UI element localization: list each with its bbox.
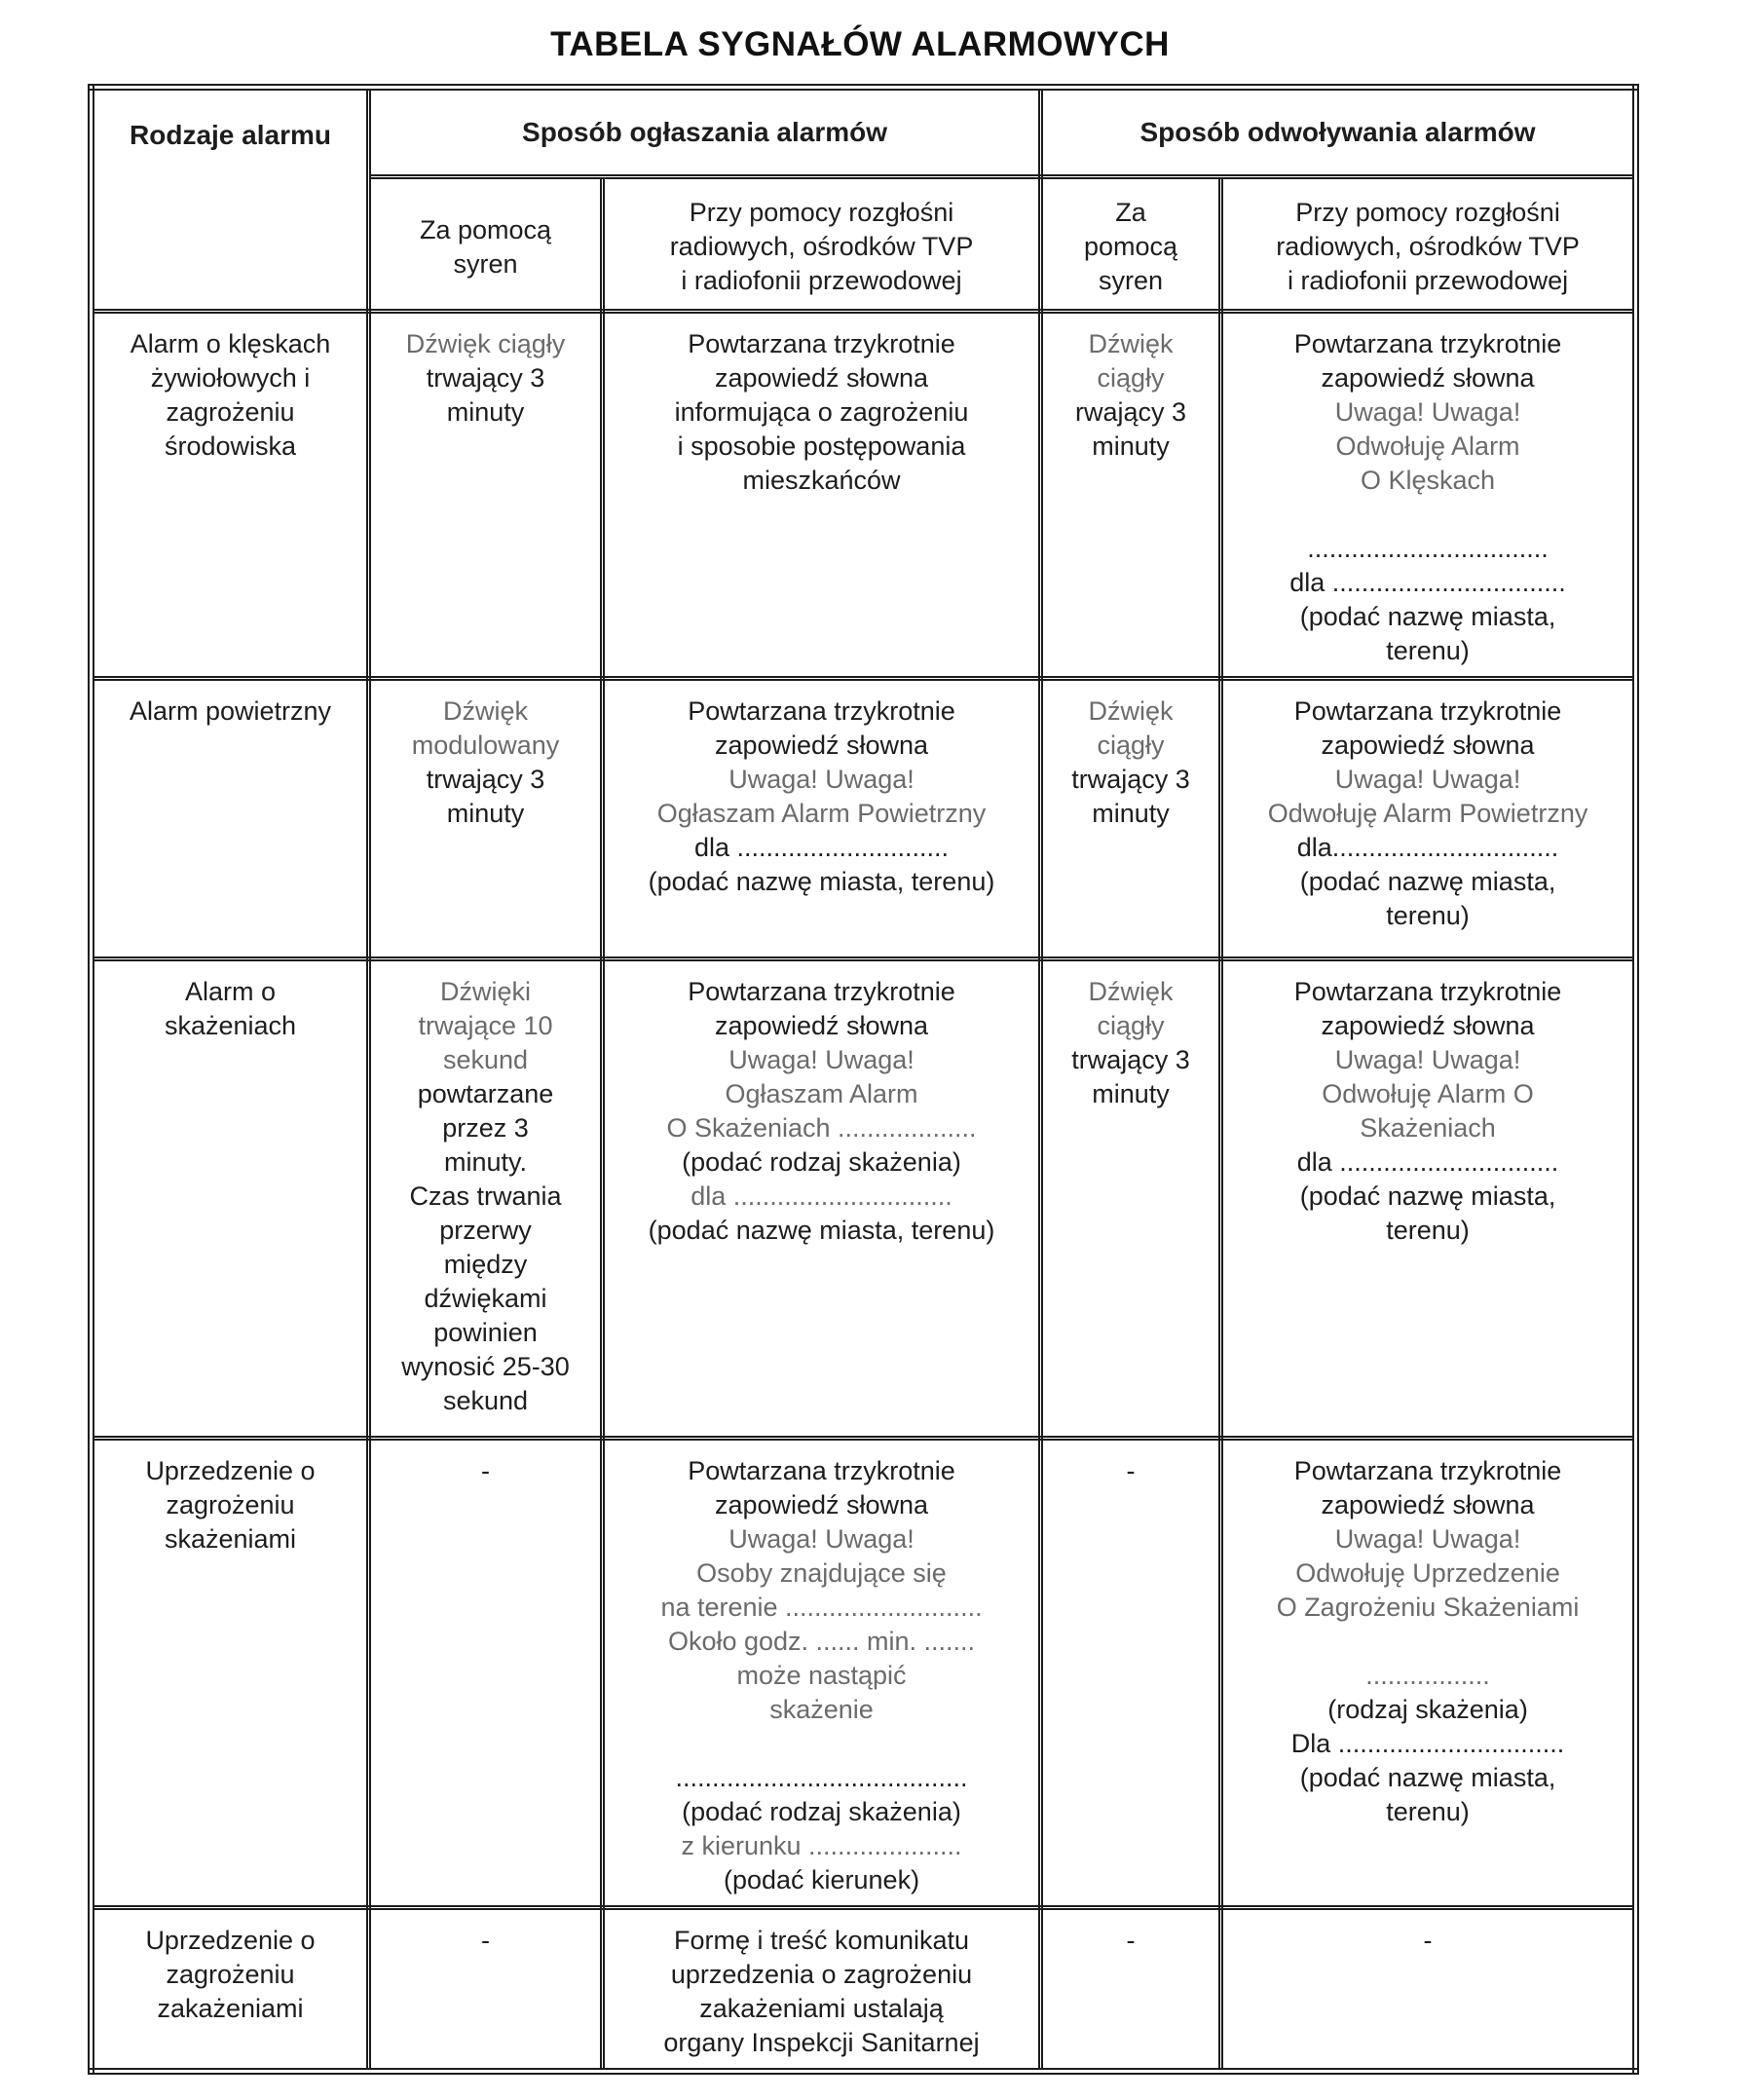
cell-announce-media: [603, 312, 1041, 679]
cell-line: zakażeniami ustalają: [699, 1994, 944, 2023]
cell-line: zagrożeniu: [166, 1490, 295, 1519]
cell-line: Uwaga! Uwaga!: [728, 1045, 915, 1074]
cell-line: Za pomocą: [419, 214, 552, 244]
cell-line: (podać rodzaj skażenia): [682, 1797, 961, 1826]
header-announce-siren: [369, 177, 603, 312]
cell-line: powtarzane: [417, 1079, 554, 1108]
cell-line: O Skażeniach ...................: [666, 1113, 977, 1143]
cell-line: dla ..............................: [691, 1181, 952, 1211]
cell-line: może nastąpić: [736, 1661, 907, 1690]
cell-line: (podać nazwę miasta, terenu): [648, 867, 995, 896]
cell-line: Odwołuję Alarm Powietrzny: [1267, 799, 1588, 828]
cell-line: Dźwięki: [439, 977, 531, 1006]
table-row-contamination-alarm: [92, 959, 1636, 1439]
cell-line: Uwaga! Uwaga!: [1334, 1524, 1521, 1554]
header-announce-media: [603, 177, 1041, 312]
cell-line: terenu): [1386, 1797, 1470, 1826]
cell-line: zapowiedź słowna: [714, 1490, 929, 1519]
table-row-natural-disaster-alarm: [92, 312, 1636, 679]
cell-line: na terenie ...........................: [660, 1593, 983, 1622]
cell-alarm-type: [92, 1908, 369, 2072]
cell-line: Dźwięk: [1088, 329, 1174, 358]
cell-line: minuty: [1092, 1079, 1170, 1108]
cell-line: żywiołowych i: [150, 363, 311, 393]
cell-cancel-siren: [1041, 1908, 1221, 2072]
cell-line: Uwaga! Uwaga!: [728, 765, 915, 794]
cell-line: mieszkańców: [742, 466, 901, 495]
cell-line: trwające 10: [418, 1011, 553, 1040]
cell-line: trwający 3: [426, 765, 545, 794]
cell-line: Odwołuję Alarm O: [1322, 1079, 1534, 1108]
cell-line: Dźwięk: [442, 696, 528, 726]
cell-line: uprzedzenia o zagrożeniu: [670, 1960, 973, 1989]
cell-line: skażenie: [769, 1695, 874, 1724]
cell-line: Odwołuję Uprzedzenie: [1295, 1558, 1560, 1588]
cell-line: Uprzedzenie o: [145, 1456, 316, 1485]
cell-line: -: [481, 1926, 490, 1955]
cell-line: zapowiedź słowna: [714, 731, 929, 760]
cell-cancel-siren: [1041, 312, 1221, 679]
cell-announce-media: [603, 959, 1041, 1439]
cell-line: Uprzedzenie o: [145, 1926, 316, 1955]
cell-announce-media: [603, 1439, 1041, 1908]
cell-line: minuty: [446, 397, 525, 427]
cell-announce-siren: [369, 1439, 603, 1908]
cell-line: Alarm o: [184, 977, 277, 1006]
header-cancel-siren: [1041, 177, 1221, 312]
cell-line: Uwaga! Uwaga!: [1334, 397, 1521, 427]
cell-cancel-media: [1221, 1908, 1636, 2072]
header-cancel-group: Sposób odwoływania alarmów: [1041, 88, 1636, 177]
cell-line: (podać nazwę miasta,: [1299, 1181, 1556, 1211]
cell-line: radiowych, ośrodków TVP: [669, 232, 974, 261]
cell-line: Powtarzana trzykrotnie: [1293, 1456, 1562, 1485]
cell-announce-siren: [369, 679, 603, 959]
cell-line: -: [1126, 1456, 1136, 1485]
cell-line: syren: [453, 248, 518, 279]
cell-line: zapowiedź słowna: [714, 1011, 929, 1040]
cell-line: Formę i treść komunikatu: [673, 1926, 970, 1955]
cell-line: informująca o zagrożeniu: [674, 397, 969, 427]
cell-cancel-media: [1221, 959, 1636, 1439]
cell-line: przez 3: [442, 1113, 529, 1143]
page-title: TABELA SYGNAŁÓW ALARMOWYCH: [550, 25, 1170, 63]
cell-cancel-siren: [1041, 1439, 1221, 1908]
cell-line: dla...............................: [1296, 833, 1559, 862]
cell-line: zapowiedź słowna: [1321, 1011, 1535, 1040]
cell-line: (podać nazwę miasta,: [1299, 867, 1556, 896]
cell-line: Przy pomocy rozgłośni: [689, 198, 954, 227]
cell-line: (rodzaj skażenia): [1327, 1695, 1528, 1724]
table-row-contamination-warning: [92, 1439, 1636, 1908]
cell-line: zagrożeniu: [166, 1960, 295, 1989]
cell-line: środowiska: [164, 431, 297, 461]
cell-line: terenu): [1386, 1216, 1470, 1245]
cell-cancel-media: [1221, 1439, 1636, 1908]
cell-line: Powtarzana trzykrotnie: [1293, 696, 1562, 726]
cell-line: [611, 1727, 1032, 1761]
cell-line: Czas trwania: [409, 1181, 562, 1211]
cell-line: ciągły: [1097, 731, 1165, 760]
cell-line: sekund: [442, 1045, 529, 1074]
cell-line: przerwy: [439, 1216, 532, 1245]
cell-line: i radiofonii przewodowej: [1287, 266, 1569, 295]
cell-line: radiowych, ośrodków TVP: [1276, 232, 1580, 261]
cell-line: Powtarzana trzykrotnie: [1293, 977, 1562, 1006]
cell-line: minuty: [446, 799, 525, 828]
cell-line: Alarm powietrzny: [129, 696, 332, 726]
cell-line: zagrożeniu: [166, 397, 295, 427]
cell-line: Uwaga! Uwaga!: [728, 1524, 915, 1554]
cell-line: O Klęskach: [1360, 466, 1496, 495]
cell-alarm-type: [92, 959, 369, 1439]
cell-line: (podać kierunek): [723, 1865, 920, 1894]
cell-line: dla ................................: [1289, 568, 1566, 597]
cell-line: Alarm o klęskach: [130, 329, 331, 358]
header-cancel-media: [1221, 177, 1636, 312]
cell-line: i sposobie postępowania: [677, 431, 966, 461]
cell-line: [1229, 1625, 1626, 1659]
cell-line: (podać nazwę miasta,: [1299, 602, 1556, 631]
cell-line: Powtarzana trzykrotnie: [1293, 329, 1562, 358]
cell-line: zapowiedź słowna: [1321, 1490, 1535, 1519]
cell-line: skażeniami: [164, 1524, 297, 1554]
header-alarm-types: Rodzaje alarmu: [92, 88, 369, 312]
cell-alarm-type: [92, 679, 369, 959]
cell-line: terenu): [1386, 636, 1470, 665]
cell-alarm-type: [92, 1439, 369, 1908]
cell-line: z kierunku .....................: [681, 1831, 962, 1860]
cell-line: -: [1126, 1926, 1136, 1955]
cell-alarm-type: [92, 312, 369, 679]
header-row-groups: [92, 88, 1636, 177]
cell-line: Uwaga! Uwaga!: [1334, 765, 1521, 794]
cell-cancel-media: [1221, 679, 1636, 959]
cell-cancel-siren: [1041, 959, 1221, 1439]
cell-line: -: [1423, 1926, 1433, 1955]
cell-line: Ogłaszam Alarm: [725, 1079, 918, 1108]
cell-line: pomocą: [1083, 232, 1178, 261]
cell-line: .................................: [1307, 534, 1549, 563]
cell-line: ciągły: [1097, 1011, 1165, 1040]
cell-announce-siren: [369, 1908, 603, 2072]
cell-line: rwający 3: [1074, 397, 1187, 427]
cell-line: modulowany: [411, 731, 560, 760]
cell-line: Powtarzana trzykrotnie: [688, 696, 955, 726]
cell-line: Odwołuję Alarm: [1335, 431, 1520, 461]
cell-line: Dźwięk ciągły: [405, 329, 566, 358]
cell-line: dla ..............................: [1296, 1147, 1559, 1177]
cell-announce-media: [603, 679, 1041, 959]
cell-line: organy Inspekcji Sanitarnej: [663, 2028, 980, 2057]
cell-line: powinien: [433, 1318, 538, 1347]
cell-line: zakażeniami: [157, 1994, 304, 2023]
cell-announce-siren: [369, 959, 603, 1439]
cell-line: zapowiedź słowna: [1321, 731, 1535, 760]
cell-line: trwający 3: [1071, 765, 1190, 794]
cell-announce-media: [603, 1908, 1041, 2072]
cell-line: Powtarzana trzykrotnie: [688, 1456, 955, 1485]
cell-line: zapowiedź słowna: [714, 363, 929, 393]
cell-line: Osoby znajdujące się: [696, 1558, 947, 1588]
cell-line: Skażeniach: [1360, 1113, 1496, 1143]
cell-line: .................: [1365, 1661, 1490, 1690]
cell-line: Około godz. ...... min. .......: [667, 1627, 976, 1656]
cell-line: Dla ...............................: [1290, 1729, 1565, 1758]
cell-line: trwający 3: [1071, 1045, 1190, 1074]
header-announce-group: Sposób ogłaszania alarmów: [369, 88, 1041, 177]
cell-line: Za: [1115, 198, 1146, 227]
cell-line: terenu): [1386, 901, 1470, 930]
cell-line: minuty: [1092, 799, 1170, 828]
cell-line: O Zagrożeniu Skażeniami: [1276, 1593, 1580, 1622]
alarm-signals-table: [88, 84, 1639, 2075]
cell-line: dla .............................: [693, 833, 950, 862]
cell-line: trwający 3: [426, 363, 545, 393]
cell-line: syren: [1099, 266, 1164, 295]
cell-line: zapowiedź słowna: [1321, 363, 1535, 393]
cell-line: Uwaga! Uwaga!: [1334, 1045, 1521, 1074]
cell-line: [1229, 498, 1626, 532]
cell-line: sekund: [442, 1386, 529, 1415]
cell-line: między: [443, 1250, 528, 1279]
cell-line: Powtarzana trzykrotnie: [688, 977, 955, 1006]
cell-line: Ogłaszam Alarm Powietrzny: [656, 799, 987, 828]
cell-line: dźwiękami: [424, 1284, 547, 1313]
cell-line: (podać nazwę miasta,: [1299, 1763, 1556, 1792]
cell-line: ciągły: [1097, 363, 1165, 393]
table-row-air-alarm: [92, 679, 1636, 959]
cell-line: (podać nazwę miasta, terenu): [648, 1216, 995, 1245]
cell-cancel-media: [1221, 312, 1636, 679]
cell-line: Dźwięk: [1088, 977, 1174, 1006]
cell-line: skażeniach: [164, 1011, 297, 1040]
table-row-infection-warning: [92, 1908, 1636, 2072]
cell-line: -: [481, 1456, 490, 1485]
cell-line: Przy pomocy rozgłośni: [1295, 198, 1560, 227]
cell-cancel-siren: [1041, 679, 1221, 959]
cell-line: minuty: [1092, 431, 1170, 461]
cell-announce-siren: [369, 312, 603, 679]
cell-line: minuty.: [443, 1147, 528, 1177]
cell-line: i radiofonii przewodowej: [681, 266, 962, 295]
cell-line: wynosić 25-30: [401, 1352, 570, 1381]
cell-line: ........................................: [675, 1763, 968, 1792]
cell-line: Dźwięk: [1088, 696, 1174, 726]
cell-line: Powtarzana trzykrotnie: [688, 329, 955, 358]
cell-line: (podać rodzaj skażenia): [682, 1147, 961, 1177]
